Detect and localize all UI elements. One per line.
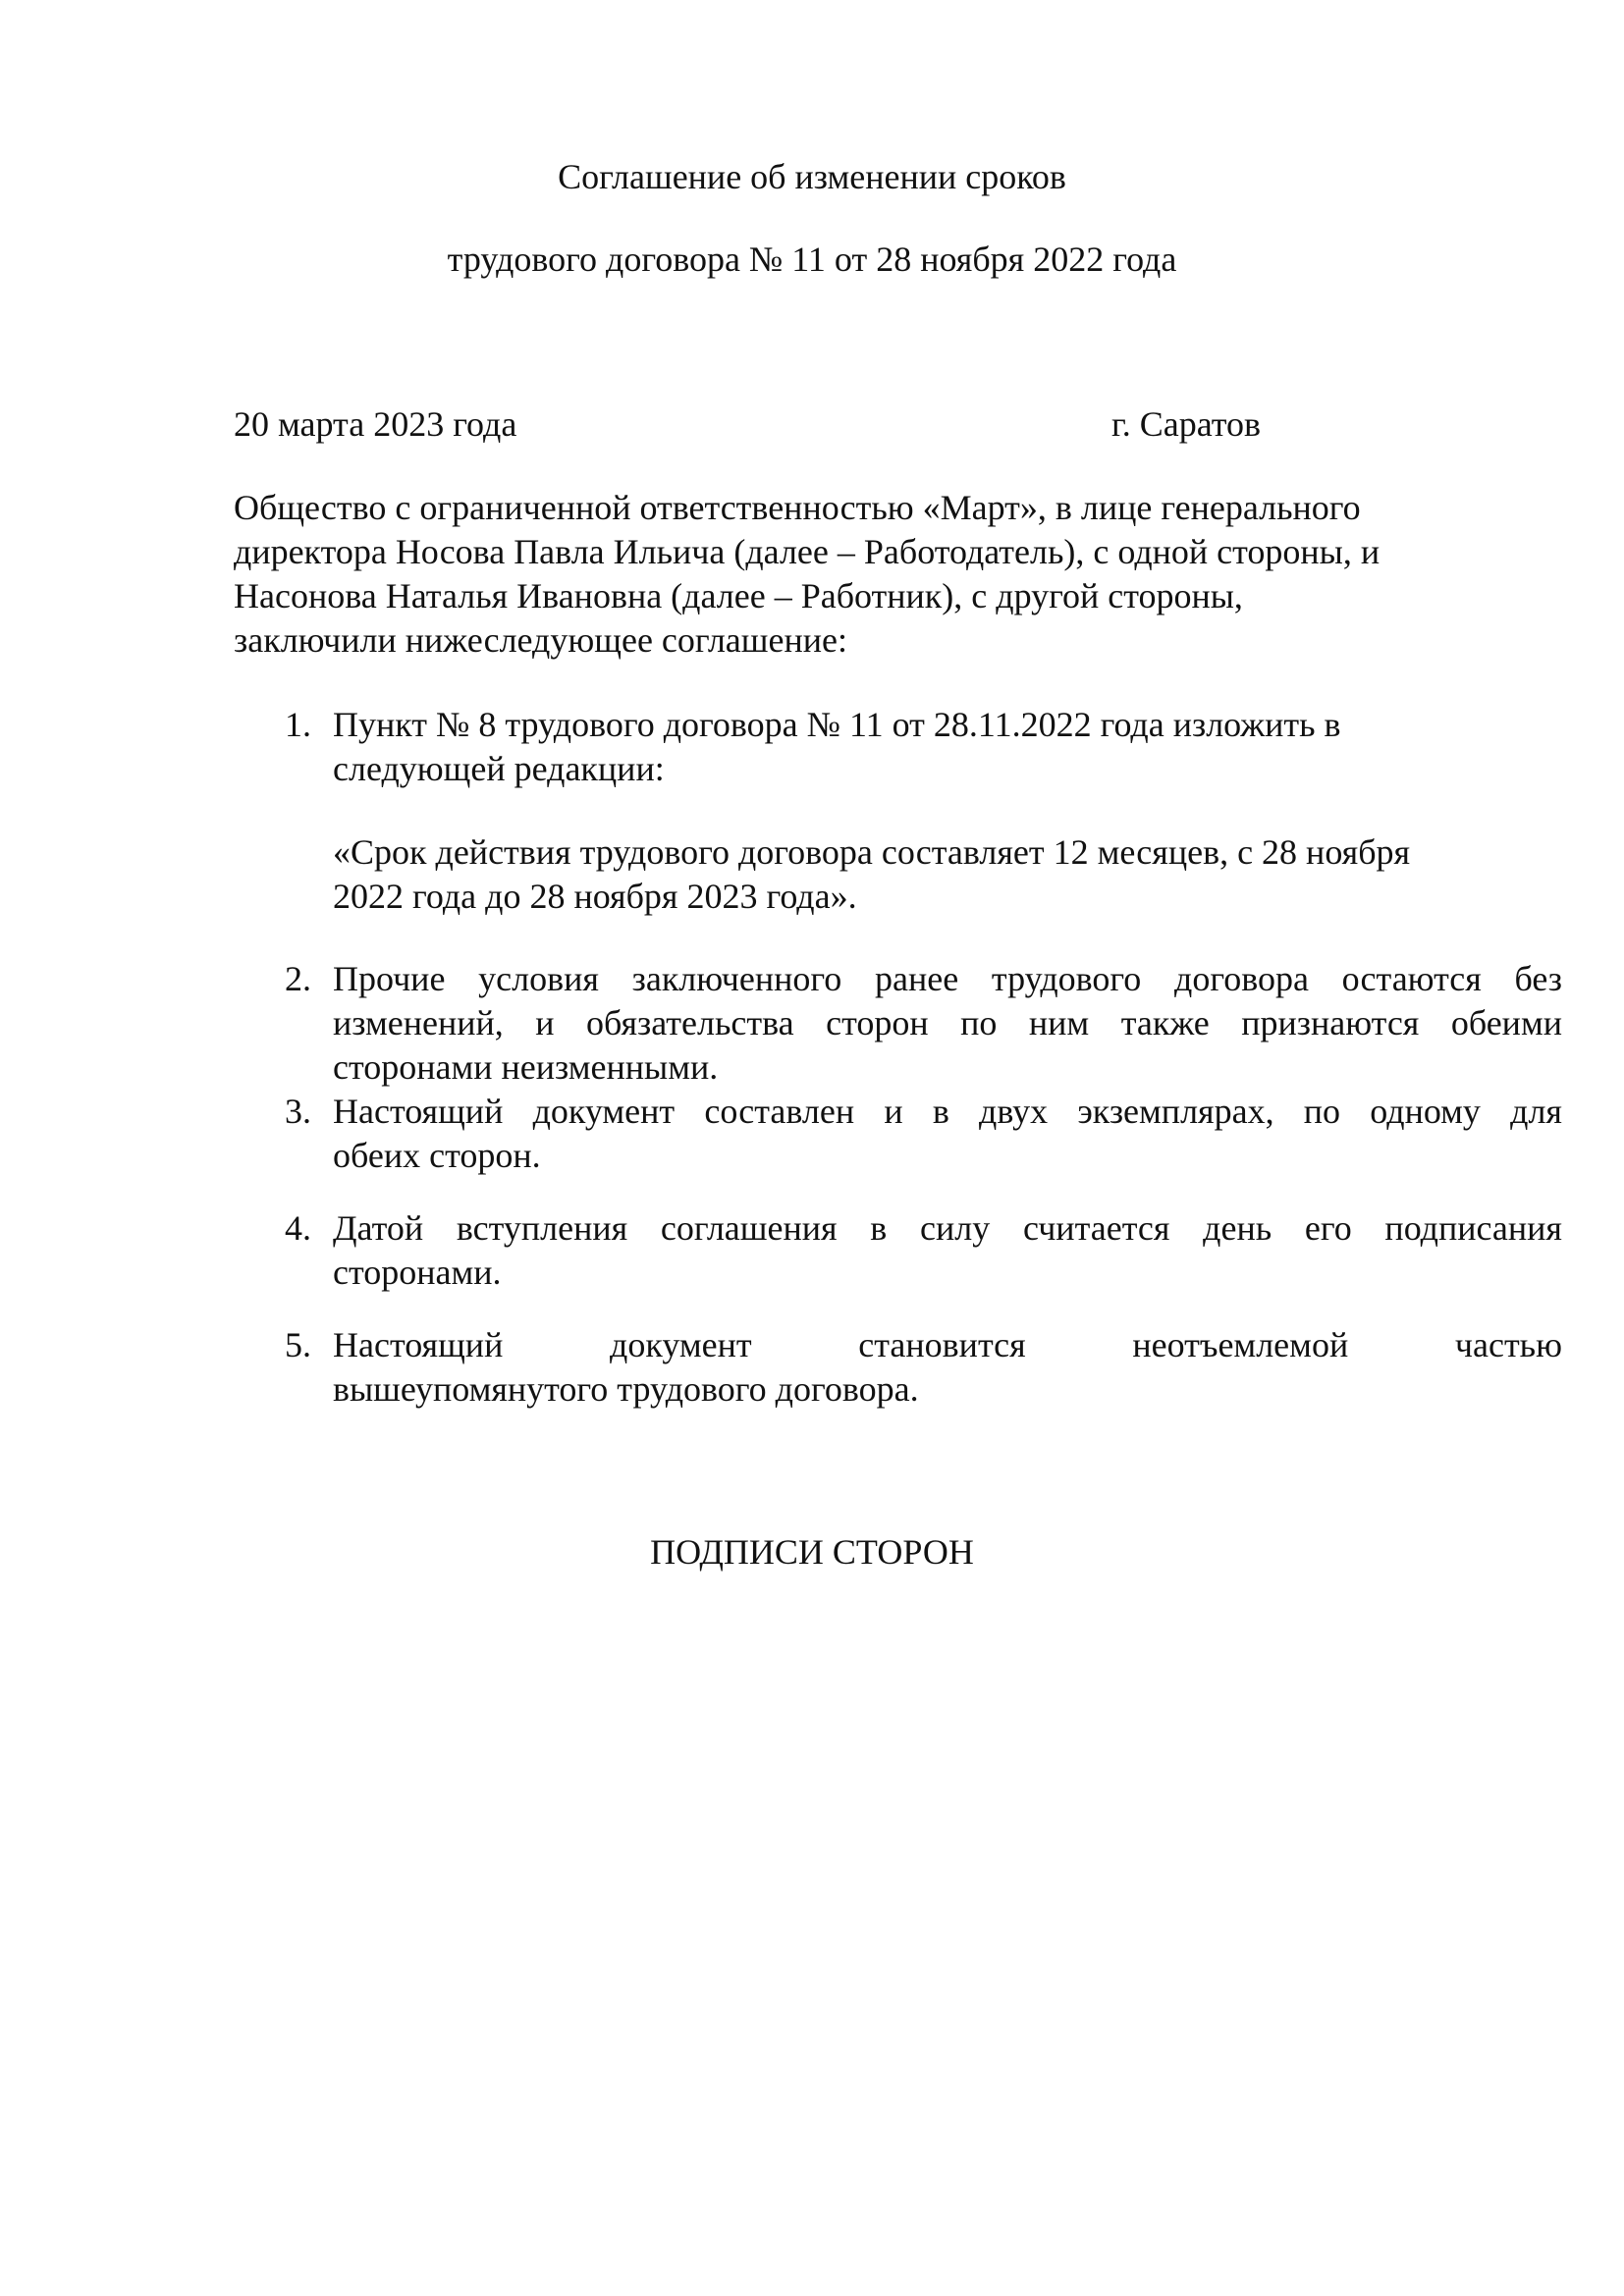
list-item-text bbox=[333, 957, 1562, 1090]
list-item-line: сторонами неизменными. bbox=[333, 1047, 719, 1087]
list-item-line: Настоящий документ составлен и в двух экземплярах, по одному для bbox=[333, 1092, 1562, 1131]
quoted-clause-line: «Срок действия трудового договора составляет 12 месяцев, с 28 ноября bbox=[333, 832, 1411, 872]
preamble-line: Общество с ограниченной ответственностью «Март», в лице генерального bbox=[234, 488, 1361, 527]
document-title-line-2: трудового договора № 11 от 28 ноября 2022 года bbox=[447, 240, 1177, 279]
list-item-text bbox=[333, 1206, 1562, 1295]
document-city: г. Саратов bbox=[1111, 404, 1261, 444]
list-item-line: следующей редакции: bbox=[333, 749, 665, 788]
list-item-line: вышеупомянутого трудового договора. bbox=[333, 1369, 919, 1409]
quoted-clause bbox=[333, 830, 1550, 919]
list-item-line: обеих сторон. bbox=[333, 1136, 541, 1175]
list-item-number: 2. bbox=[285, 959, 311, 998]
list-item-text bbox=[333, 703, 1562, 791]
document-title-line-1: Соглашение об изменении сроков bbox=[558, 157, 1066, 196]
document-date: 20 марта 2023 года bbox=[234, 404, 517, 444]
list-item-line: сторонами. bbox=[333, 1253, 502, 1292]
list-item-line: Прочие условия заключенного ранее трудового договора остаются без bbox=[333, 959, 1562, 998]
list-item-number: 5. bbox=[285, 1325, 311, 1364]
list-item-number: 4. bbox=[285, 1208, 311, 1248]
preamble-paragraph bbox=[234, 486, 1520, 663]
list-item-text bbox=[333, 1090, 1562, 1178]
list-item-line: Датой вступления соглашения в силу считается день его подписания bbox=[333, 1208, 1562, 1248]
quoted-clause-line: 2022 года до 28 ноября 2023 года». bbox=[333, 877, 857, 916]
list-item-number: 1. bbox=[285, 705, 311, 744]
list-item-number: 3. bbox=[285, 1092, 311, 1131]
preamble-line: директора Носова Павла Ильича (далее – Работодатель), с одной стороны, и bbox=[234, 532, 1380, 571]
list-item-line: изменений, и обязательства сторон по ним также признаются обеими bbox=[333, 1003, 1562, 1042]
list-item-line: Настоящий документ становится неотъемлемой частью bbox=[333, 1325, 1562, 1364]
list-item-text bbox=[333, 1323, 1562, 1412]
preamble-line: заключили нижеследующее соглашение: bbox=[234, 620, 847, 660]
preamble-line: Насонова Наталья Ивановна (далее – Работник), с другой стороны, bbox=[234, 576, 1243, 615]
list-item-line: Пункт № 8 трудового договора № 11 от 28.11.2022 года изложить в bbox=[333, 705, 1341, 744]
signatures-heading: ПОДПИСИ СТОРОН bbox=[650, 1532, 974, 1572]
